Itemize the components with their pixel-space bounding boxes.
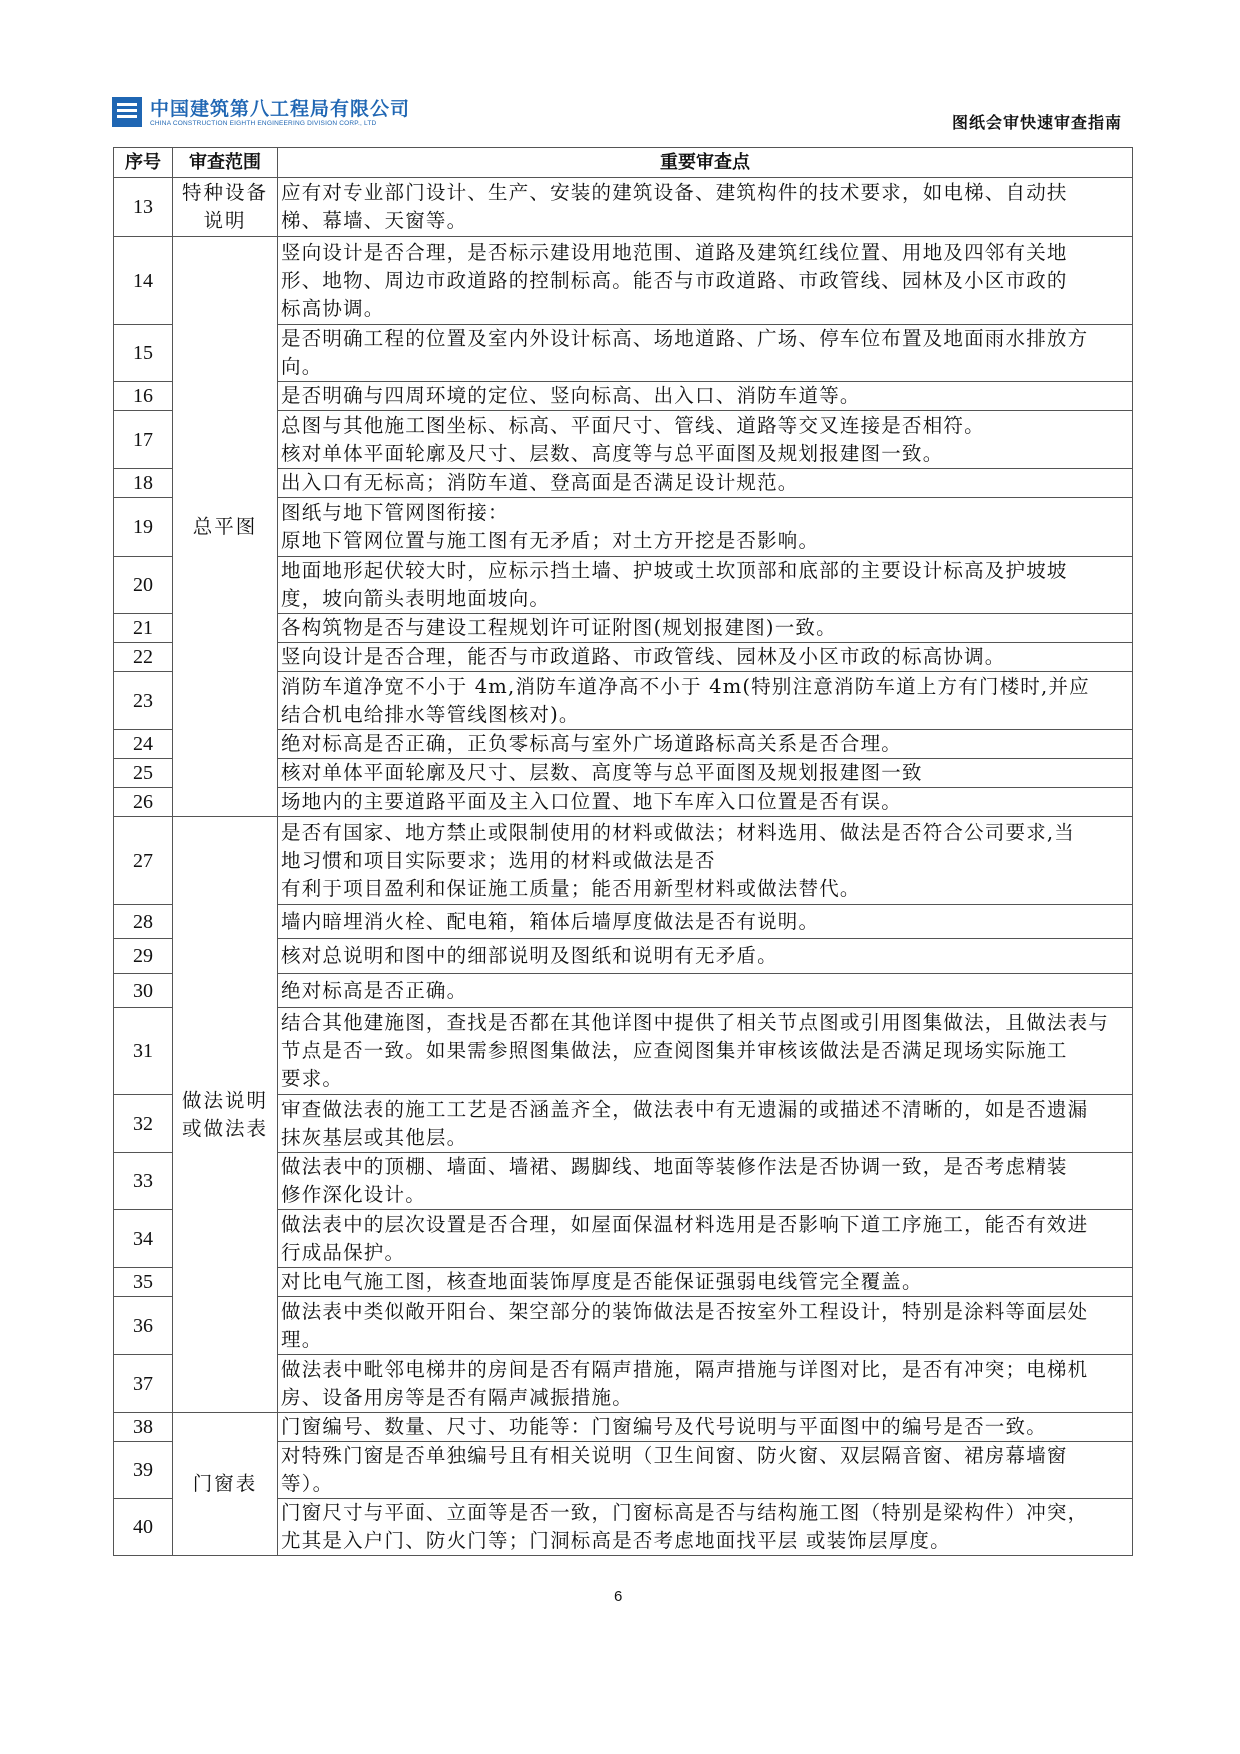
key-point-text: 做法表中类似敞开阳台、架空部分的装饰做法是否按室外工程设计，特别是涂料等面层处 [281, 1299, 1089, 1323]
row-number: 24 [114, 730, 173, 759]
review-scope-cell [173, 817, 278, 1413]
key-point-cell [278, 469, 1133, 498]
table-header-row [114, 148, 1133, 178]
row-number: 16 [114, 382, 173, 411]
key-point-text: 有利于项目盈利和保证施工质量；能否用新型材料或做法替代。 [281, 876, 861, 900]
row-number: 20 [114, 557, 173, 614]
key-point-text: 核对总说明和图中的细部说明及图纸和说明有无矛盾。 [281, 944, 778, 967]
key-point-cell [278, 939, 1133, 974]
company-logo-icon [112, 97, 142, 127]
key-point-cell [278, 237, 1133, 325]
row-number: 33 [114, 1153, 173, 1210]
key-point-text: 尤其是入户门、防火门等；门洞标高是否考虑地面找平层 或装饰层厚度。 [281, 1529, 951, 1552]
review-scope-text: 做法说明 [181, 1088, 268, 1112]
row-number: 21 [114, 614, 173, 643]
key-point-cell [278, 759, 1133, 788]
row-number: 23 [114, 672, 173, 730]
key-point-text: 消防车道净宽不小于 4m,消防车道净高不小于 4m(特别注意消防车道上方有门楼时,并应 [281, 674, 1090, 698]
key-point-text: 做法表中毗邻电梯井的房间是否有隔声措施，隔声措施与详图对比，是否有冲突；电梯机 [281, 1357, 1089, 1381]
table-row [114, 178, 1133, 237]
key-point-text: 总图与其他施工图坐标、标高、平面尺寸、管线、道路等交叉连接是否相符。 [281, 413, 985, 437]
key-point-cell [278, 1442, 1133, 1499]
key-point-text: 对比电气施工图，核查地面装饰厚度是否能保证强弱电线管完全覆盖。 [281, 1270, 923, 1293]
review-scope-text: 总平图 [192, 514, 258, 538]
review-scope-cell [173, 237, 278, 817]
row-number: 35 [114, 1268, 173, 1297]
row-number: 34 [114, 1210, 173, 1268]
key-point-text: 竖向设计是否合理，能否与市政道路、市政管线、园林及小区市政的标高协调。 [281, 645, 1006, 668]
key-point-cell [278, 817, 1133, 905]
key-point-text: 墙内暗埋消火栓、配电箱，箱体后墙厚度做法是否有说明。 [281, 909, 820, 933]
row-number: 14 [114, 237, 173, 325]
key-point-cell [278, 1297, 1133, 1355]
key-point-cell [278, 643, 1133, 672]
key-point-text: 修作深化设计。 [281, 1183, 426, 1206]
key-point-text: 竖向设计是否合理，是否标示建设用地范围、道路及建筑红线位置、用地及四邻有关地 [281, 240, 1068, 264]
key-point-text: 是否明确与四周环境的定位、竖向标高、出入口、消防车道等。 [281, 384, 861, 407]
row-number: 39 [114, 1442, 173, 1499]
row-number: 15 [114, 325, 173, 382]
key-point-cell [278, 788, 1133, 817]
key-point-text: 结合机电给排水等管线图核对)。 [281, 702, 580, 726]
key-point-text: 梯、幕墙、天窗等。 [281, 209, 468, 232]
key-point-text: 形、地物、周边市政道路的控制标高。能否与市政道路、市政管线、园林及小区市政的 [281, 268, 1068, 292]
key-point-cell [278, 1153, 1133, 1210]
key-point-cell [278, 1355, 1133, 1413]
key-point-text: 应有对专业部门设计、生产、安装的建筑设备、建筑构件的技术要求，如电梯、自动扶 [281, 181, 1068, 204]
key-point-cell [278, 974, 1133, 1008]
key-point-cell [278, 325, 1133, 382]
key-point-text: 节点是否一致。如果需参照图集做法，应查阅图集并审核该做法是否满足现场实际施工 [281, 1039, 1068, 1062]
key-point-text: 做法表中的层次设置是否合理，如屋面保温材料选用是否影响下道工序施工，能否有效进 [281, 1212, 1089, 1236]
key-point-text: 场地内的主要道路平面及主入口位置、地下车库入口位置是否有误。 [281, 790, 903, 813]
row-number: 38 [114, 1413, 173, 1442]
row-number: 36 [114, 1297, 173, 1355]
row-number: 37 [114, 1355, 173, 1413]
key-point-text: 向。 [281, 355, 323, 378]
key-point-text: 行成品保护。 [281, 1240, 406, 1264]
row-number: 25 [114, 759, 173, 788]
key-point-cell [278, 614, 1133, 643]
key-point-text: 房、设备用房等是否有隔声减振措施。 [281, 1385, 633, 1409]
row-number: 22 [114, 643, 173, 672]
key-point-text: 做法表中的顶棚、墙面、墙裙、踢脚线、地面等装修作法是否协调一致，是否考虑精装 [281, 1155, 1068, 1178]
page-number: 6 [614, 1588, 623, 1605]
key-point-text: 对特殊门窗是否单独编号且有相关说明（卫生间窗、防火窗、双层隔音窗、裙房幕墙窗 [281, 1444, 1068, 1467]
company-name-en: CHINA CONSTRUCTION EIGHTH ENGINEERING DIVISION CORP., LTD [150, 119, 377, 127]
table-row [114, 237, 1133, 325]
key-point-cell [278, 1095, 1133, 1153]
table-row [114, 1413, 1133, 1442]
key-point-cell [278, 557, 1133, 614]
key-point-text: 要求。 [281, 1067, 344, 1090]
row-number: 32 [114, 1095, 173, 1153]
review-scope-text: 特种设备 [181, 181, 268, 204]
company-logo [112, 97, 410, 127]
column-header-scope: 审查范围 [173, 148, 278, 178]
key-point-text: 地面地形起伏较大时，应标示挡土墙、护坡或土坎顶部和底部的主要设计标高及护坡坡 [281, 559, 1068, 582]
key-point-text: 度，坡向箭头表明地面坡向。 [281, 587, 551, 610]
review-scope-text: 或做法表 [181, 1116, 268, 1140]
review-scope-text: 说明 [203, 209, 247, 232]
company-name-cn: 中国建筑第八工程局有限公司 [150, 97, 411, 120]
key-point-text: 是否有国家、地方禁止或限制使用的材料或做法；材料选用、做法是否符合公司要求,当 [281, 820, 1075, 844]
key-point-text: 抹灰基层或其他层。 [281, 1125, 468, 1149]
review-scope-cell [173, 178, 278, 237]
review-checklist-table [113, 147, 1133, 1556]
row-number: 28 [114, 905, 173, 939]
column-header-number: 序号 [114, 148, 173, 178]
table-row [114, 817, 1133, 905]
key-point-text: 地习惯和项目实际要求；选用的材料或做法是否 [281, 848, 716, 872]
key-point-text: 核对单体平面轮廓及尺寸、层数、高度等与总平面图及规划报建图一致。 [281, 441, 944, 465]
key-point-text: 等）。 [281, 1472, 334, 1495]
key-point-cell [278, 1008, 1133, 1095]
key-point-text: 审查做法表的施工工艺是否涵盖齐全，做法表中有无遗漏的或描述不清晰的，如是否遗漏 [281, 1097, 1089, 1121]
key-point-cell [278, 1268, 1133, 1297]
key-point-cell [278, 905, 1133, 939]
row-number: 19 [114, 498, 173, 557]
column-header-key-points: 重要审查点 [278, 148, 1133, 178]
row-number: 40 [114, 1499, 173, 1556]
key-point-text: 标高协调。 [281, 296, 385, 320]
key-point-cell [278, 1413, 1133, 1442]
key-point-cell [278, 672, 1133, 730]
key-point-cell [278, 730, 1133, 759]
row-number: 30 [114, 974, 173, 1008]
row-number: 26 [114, 788, 173, 817]
key-point-text: 是否明确工程的位置及室内外设计标高、场地道路、广场、停车位布置及地面雨水排放方 [281, 327, 1089, 350]
key-point-cell [278, 178, 1133, 237]
key-point-text: 原地下管网位置与施工图有无矛盾；对土方开挖是否影响。 [281, 529, 820, 552]
review-scope-cell [173, 1413, 278, 1556]
review-scope-text: 门窗表 [192, 1472, 258, 1495]
row-number: 31 [114, 1008, 173, 1095]
key-point-text: 核对单体平面轮廓及尺寸、层数、高度等与总平面图及规划报建图一致 [281, 761, 923, 784]
row-number: 13 [114, 178, 173, 237]
row-number: 18 [114, 469, 173, 498]
key-point-text: 出入口有无标高；消防车道、登高面是否满足设计规范。 [281, 471, 799, 494]
key-point-text: 图纸与地下管网图衔接： [281, 501, 509, 524]
key-point-cell [278, 1210, 1133, 1268]
key-point-text: 门窗尺寸与平面、立面等是否一致，门窗标高是否与结构施工图（特别是梁构件）冲突， [281, 1501, 1089, 1524]
key-point-text: 绝对标高是否正确。 [281, 978, 468, 1002]
key-point-text: 各构筑物是否与建设工程规划许可证附图(规划报建图)一致。 [281, 616, 837, 639]
key-point-text: 理。 [281, 1327, 323, 1351]
row-number: 27 [114, 817, 173, 905]
row-number: 17 [114, 411, 173, 469]
key-point-cell [278, 498, 1133, 557]
key-point-text: 门窗编号、数量、尺寸、功能等：门窗编号及代号说明与平面图中的编号是否一致。 [281, 1415, 1047, 1438]
key-point-cell [278, 411, 1133, 469]
row-number: 29 [114, 939, 173, 974]
document-title: 图纸会审快速审查指南 [951, 113, 1122, 132]
key-point-text: 结合其他建施图，查找是否都在其他详图中提供了相关节点图或引用图集做法，且做法表与 [281, 1011, 1110, 1034]
key-point-cell [278, 382, 1133, 411]
key-point-text: 绝对标高是否正确，正负零标高与室外广场道路标高关系是否合理。 [281, 732, 903, 755]
key-point-cell [278, 1499, 1133, 1556]
